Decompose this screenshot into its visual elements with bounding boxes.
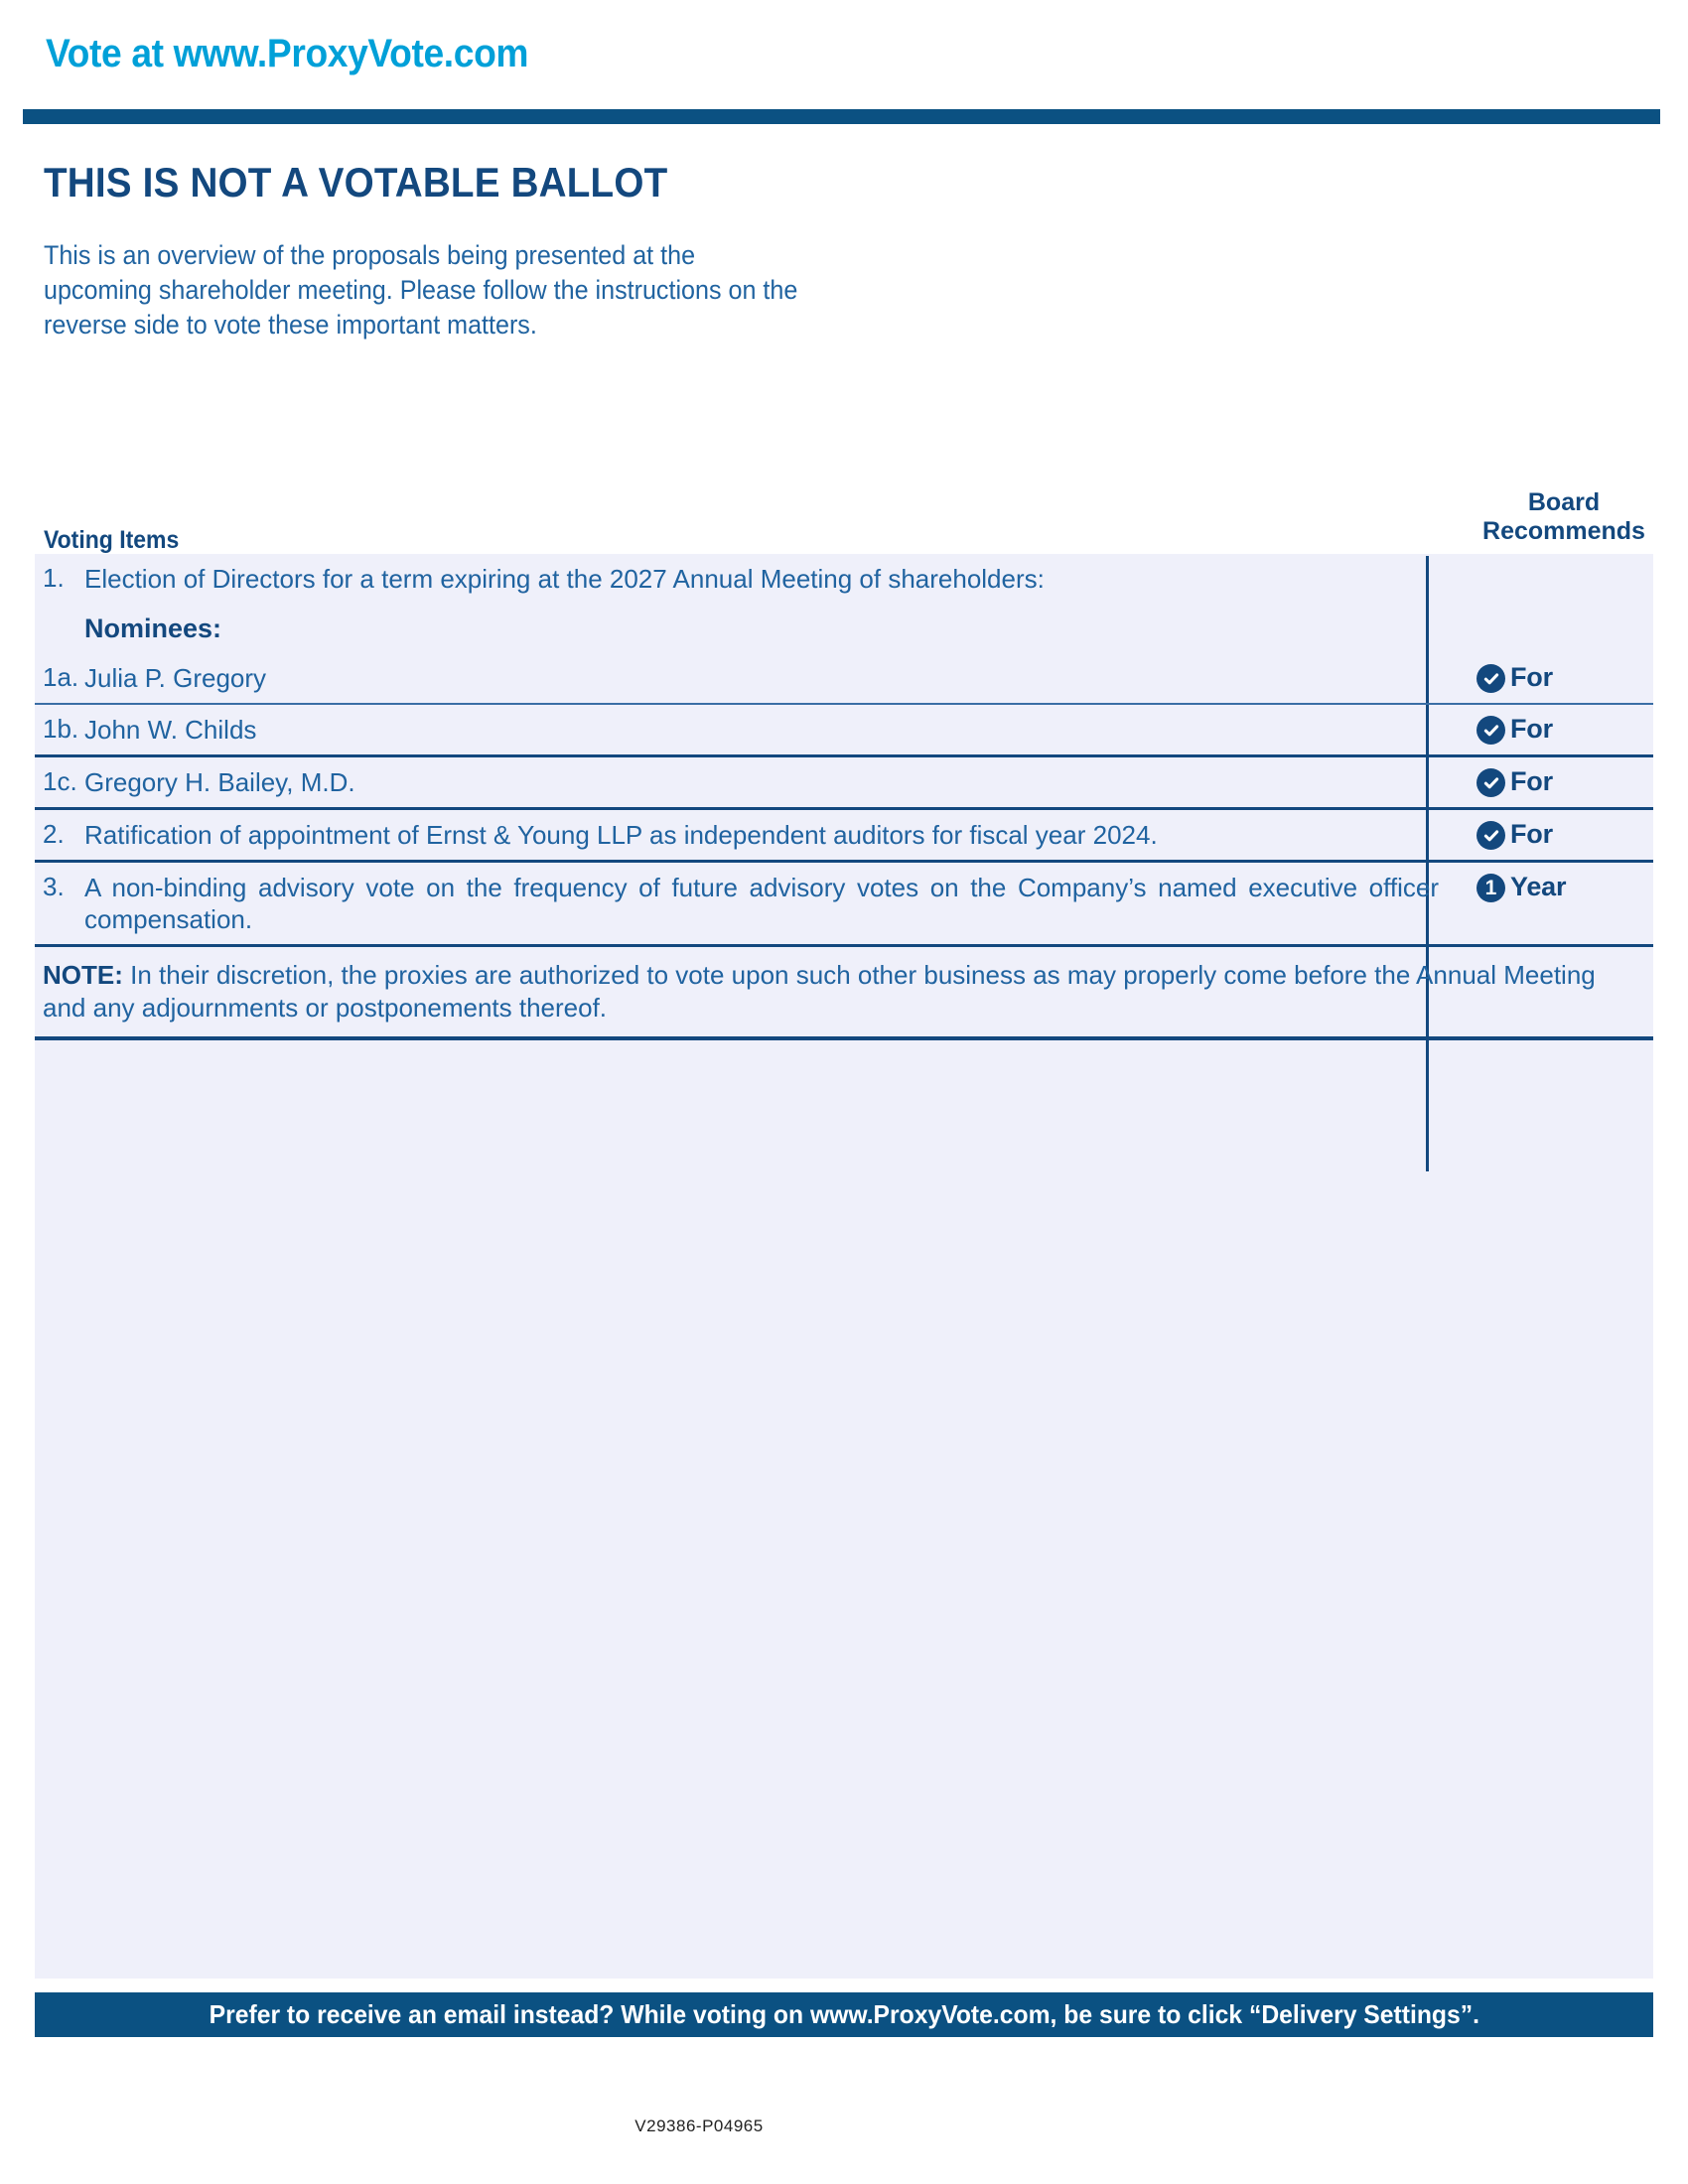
voting-items-column-header: Voting Items xyxy=(44,526,180,554)
board-recommends-line2: Recommends xyxy=(1482,517,1645,545)
check-circle-icon xyxy=(1477,664,1505,693)
note-row xyxy=(35,947,1653,1040)
recommendation-badge xyxy=(1477,714,1553,745)
row-recommendation xyxy=(1461,757,1653,806)
recommendation-badge xyxy=(1477,819,1553,850)
row-text: A non-binding advisory vote on the frequency of future advisory votes on the Company’s named executive officer compensation. xyxy=(84,873,1439,934)
one-circle-icon xyxy=(1477,874,1505,902)
row-recommendation xyxy=(1461,604,1653,621)
row-number: 2. xyxy=(43,819,65,849)
row-number: 1c. xyxy=(43,766,77,796)
row-recommendation xyxy=(1461,863,1653,911)
header-divider-rule xyxy=(23,109,1660,124)
board-recommends-line1: Board xyxy=(1527,488,1601,516)
note-label: NOTE: xyxy=(43,960,123,990)
recommendation-badge xyxy=(1477,766,1553,797)
row-text: Election of Directors for a term expiring at the 2027 Annual Meeting of shareholders: xyxy=(84,564,1045,594)
page-title: THIS IS NOT A VOTABLE BALLOT xyxy=(44,159,668,205)
check-circle-icon xyxy=(1477,768,1505,797)
row-number: 1b. xyxy=(43,714,79,744)
row-text: Ratification of appointment of Ernst & Young LLP as independent auditors for fiscal year 2024. xyxy=(84,820,1158,850)
check-circle-icon xyxy=(1477,821,1505,850)
footer-message: Prefer to receive an email instead? While voting on www.ProxyVote.com, be sure to click “Delivery Settings”. xyxy=(209,1999,1479,2029)
row-number: 3. xyxy=(43,872,65,901)
recommendation-label: Year xyxy=(1510,872,1567,901)
recommendation-label: For xyxy=(1510,662,1553,692)
table-row xyxy=(35,863,1653,947)
nominees-subheader: Nominees: xyxy=(84,614,222,643)
row-text: Gregory H. Bailey, M.D. xyxy=(84,767,355,797)
voting-items-table xyxy=(35,554,1653,1040)
row-number: 1a. xyxy=(43,662,79,692)
row-text: Julia P. Gregory xyxy=(84,663,267,693)
row-number xyxy=(35,604,80,621)
check-circle-icon xyxy=(1477,716,1505,745)
board-recommends-column-header xyxy=(1465,488,1663,546)
intro-paragraph: This is an overview of the proposals being presented at the upcoming shareholder meeting. Please follow the instructions on the reverse side to vote these important matters. xyxy=(44,240,798,340)
row-recommendation xyxy=(1461,653,1653,702)
page-header-title: Vote at www.ProxyVote.com xyxy=(46,32,529,75)
recommendation-label: For xyxy=(1510,714,1553,744)
row-recommendation xyxy=(1461,554,1653,572)
row-recommendation xyxy=(1461,810,1653,859)
note-body: In their discretion, the proxies are authorized to vote upon such other business as may properly come before the Annual Meeting and any adjournments or postponements thereof. xyxy=(43,960,1596,1023)
recommendation-label: For xyxy=(1510,819,1553,849)
table-row xyxy=(35,757,1653,810)
table-row xyxy=(35,810,1653,863)
table-row xyxy=(35,604,1653,653)
table-row xyxy=(35,653,1653,705)
recommendation-label: For xyxy=(1510,766,1553,796)
note-text xyxy=(43,959,1619,1024)
row-number: 1. xyxy=(43,563,65,593)
row-text: John W. Childs xyxy=(84,715,257,745)
document-serial-number: V29386-P04965 xyxy=(634,2116,764,2135)
recommendation-badge xyxy=(1477,872,1566,902)
recommendation-badge xyxy=(1477,662,1553,693)
table-row xyxy=(35,705,1653,757)
table-row xyxy=(35,554,1653,604)
row-recommendation xyxy=(1461,705,1653,753)
one-glyph-text: 1 xyxy=(1484,877,1497,899)
footer-message-bar xyxy=(35,1992,1653,2037)
